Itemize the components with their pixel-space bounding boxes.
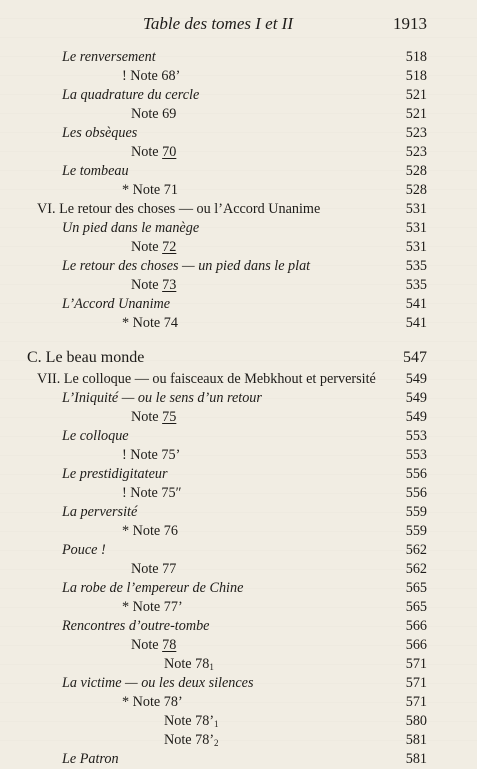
toc-entry-page: 518 bbox=[405, 49, 427, 65]
toc-entry-page: 562 bbox=[405, 542, 427, 558]
toc-entry-label: Le retour des choses — un pied dans le plat bbox=[62, 258, 311, 274]
toc-entry-page: 547 bbox=[403, 349, 427, 366]
running-header bbox=[0, 14, 477, 38]
toc-entry-label: Les obsèques bbox=[62, 125, 138, 141]
toc-entry-page: 541 bbox=[405, 315, 427, 331]
toc-entry-page: 528 bbox=[405, 163, 427, 179]
toc-entry-page: 571 bbox=[405, 694, 427, 710]
toc-entry-page: 523 bbox=[405, 144, 427, 160]
toc-entry bbox=[0, 219, 477, 238]
toc-entry-label: * Note 71 bbox=[122, 182, 178, 198]
toc-entry-label: La robe de l’empereur de Chine bbox=[62, 580, 244, 596]
toc-entry-label: Le renversement bbox=[62, 49, 156, 65]
toc-entry-label: Pouce ! bbox=[62, 542, 106, 558]
toc-entry-label: La perversité bbox=[62, 504, 138, 520]
toc-entry bbox=[0, 427, 477, 446]
toc-entry-page: 531 bbox=[405, 239, 427, 255]
toc-entry-label: * Note 77’ bbox=[122, 599, 183, 615]
toc-entry-page: 556 bbox=[405, 485, 427, 501]
toc-entry bbox=[0, 503, 477, 522]
toc-entry-page: 535 bbox=[405, 258, 427, 274]
running-title: Table des tomes I et II bbox=[143, 14, 293, 33]
toc-entry bbox=[0, 408, 477, 427]
toc-entry bbox=[0, 48, 477, 67]
toc-entry-label: VI. Le retour des choses — ou l’Accord Unanime bbox=[37, 201, 321, 217]
toc-entry bbox=[0, 731, 477, 750]
toc-entry-label: * Note 78’ bbox=[122, 694, 183, 710]
toc-entry-label: Note 69 bbox=[131, 106, 177, 122]
toc-entry-page: 521 bbox=[405, 106, 427, 122]
toc-entry bbox=[0, 143, 477, 162]
toc-entry-label: L’Accord Unanime bbox=[62, 296, 171, 312]
toc-entry-page: 556 bbox=[405, 466, 427, 482]
toc-entry-page: 523 bbox=[405, 125, 427, 141]
toc-entry bbox=[0, 617, 477, 636]
toc-entry bbox=[0, 522, 477, 541]
toc-entry bbox=[0, 598, 477, 617]
toc-entry-label: Le tombeau bbox=[62, 163, 129, 179]
toc-entry-label: Note $78’_1$ bbox=[164, 713, 219, 729]
toc-entry-page: 541 bbox=[405, 296, 427, 312]
table-of-contents bbox=[0, 48, 477, 769]
toc-entry-label: Note 75 bbox=[131, 409, 177, 425]
note-subscript: 2 bbox=[214, 738, 219, 748]
toc-entry bbox=[0, 541, 477, 560]
toc-entry-page: 518 bbox=[405, 68, 427, 84]
toc-entry-label: La victime — ou les deux silences bbox=[62, 675, 254, 691]
toc-entry-label: Note 77 bbox=[131, 561, 177, 577]
toc-entry bbox=[0, 579, 477, 598]
toc-entry bbox=[0, 636, 477, 655]
toc-entry bbox=[0, 370, 477, 389]
toc-entry-label: C. Le beau monde bbox=[27, 349, 145, 366]
toc-entry bbox=[0, 200, 477, 219]
toc-entry bbox=[0, 105, 477, 124]
toc-entry bbox=[0, 314, 477, 333]
toc-entry-page: 566 bbox=[405, 637, 427, 653]
toc-entry bbox=[0, 67, 477, 86]
toc-entry bbox=[0, 446, 477, 465]
toc-entry-page: 528 bbox=[405, 182, 427, 198]
toc-entry-label: ! Note 75″ bbox=[122, 485, 182, 501]
note-subscript: 1 bbox=[209, 662, 214, 672]
toc-entry bbox=[0, 389, 477, 408]
toc-entry-label: * Note 76 bbox=[122, 523, 178, 539]
toc-entry bbox=[0, 655, 477, 674]
toc-entry-label: * Note 74 bbox=[122, 315, 178, 331]
toc-entry bbox=[0, 86, 477, 105]
toc-entry bbox=[0, 465, 477, 484]
toc-entry-label: ! Note 68’ bbox=[122, 68, 181, 84]
toc-entry-page: 581 bbox=[405, 732, 427, 748]
toc-entry bbox=[0, 181, 477, 200]
toc-entry-label: Note 73 bbox=[131, 277, 177, 293]
toc-entry bbox=[0, 162, 477, 181]
toc-entry-label: ! Note 75’ bbox=[122, 447, 181, 463]
toc-entry-label: Note 72 bbox=[131, 239, 177, 255]
toc-entry-label: Rencontres d’outre-tombe bbox=[62, 618, 210, 634]
toc-entry bbox=[0, 750, 477, 769]
toc-entry bbox=[0, 484, 477, 503]
toc-entry-page: 531 bbox=[405, 201, 427, 217]
toc-entry-page: 580 bbox=[405, 713, 427, 729]
toc-entry bbox=[0, 124, 477, 143]
toc-entry-label: Note 78 bbox=[131, 637, 177, 653]
toc-entry-label: Note $78_1$ bbox=[164, 656, 214, 672]
toc-entry-page: 566 bbox=[405, 618, 427, 634]
toc-entry-page: 559 bbox=[405, 504, 427, 520]
toc-section bbox=[0, 346, 477, 370]
toc-entry bbox=[0, 674, 477, 693]
toc-entry-page: 531 bbox=[405, 220, 427, 236]
toc-entry bbox=[0, 712, 477, 731]
toc-entry bbox=[0, 276, 477, 295]
note-subscript: 1 bbox=[214, 719, 219, 729]
toc-entry-page: 535 bbox=[405, 277, 427, 293]
toc-entry-label: VII. Le colloque — ou faisceaux de Mebkhout et perversité bbox=[37, 371, 376, 387]
toc-entry bbox=[0, 238, 477, 257]
toc-entry-label: L’Iniquité — ou le sens d’un retour bbox=[62, 390, 262, 406]
toc-entry-label: Note $78’_2$ bbox=[164, 732, 219, 748]
toc-entry-page: 565 bbox=[405, 580, 427, 596]
toc-entry-label: La quadrature du cercle bbox=[62, 87, 200, 103]
toc-entry-label: Le Patron bbox=[62, 751, 119, 767]
toc-entry-page: 571 bbox=[405, 656, 427, 672]
toc-entry-page: 562 bbox=[405, 561, 427, 577]
toc-entry-page: 521 bbox=[405, 87, 427, 103]
toc-entry-page: 571 bbox=[405, 675, 427, 691]
toc-entry-label: Le prestidigitateur bbox=[62, 466, 168, 482]
toc-entry-page: 565 bbox=[405, 599, 427, 615]
toc-entry bbox=[0, 560, 477, 579]
toc-entry-page: 559 bbox=[405, 523, 427, 539]
folio: 1913 bbox=[393, 14, 427, 33]
toc-entry-page: 553 bbox=[405, 428, 427, 444]
toc-entry bbox=[0, 693, 477, 712]
toc-entry bbox=[0, 257, 477, 276]
toc-entry-page: 553 bbox=[405, 447, 427, 463]
toc-entry-page: 549 bbox=[405, 371, 427, 387]
toc-entry bbox=[0, 295, 477, 314]
toc-entry-page: 549 bbox=[405, 409, 427, 425]
toc-entry-page: 549 bbox=[405, 390, 427, 406]
toc-entry-label: Le colloque bbox=[62, 428, 129, 444]
toc-entry-label: Note 70 bbox=[131, 144, 177, 160]
toc-entry-page: 581 bbox=[405, 751, 427, 767]
toc-entry-label: Un pied dans le manège bbox=[62, 220, 200, 236]
